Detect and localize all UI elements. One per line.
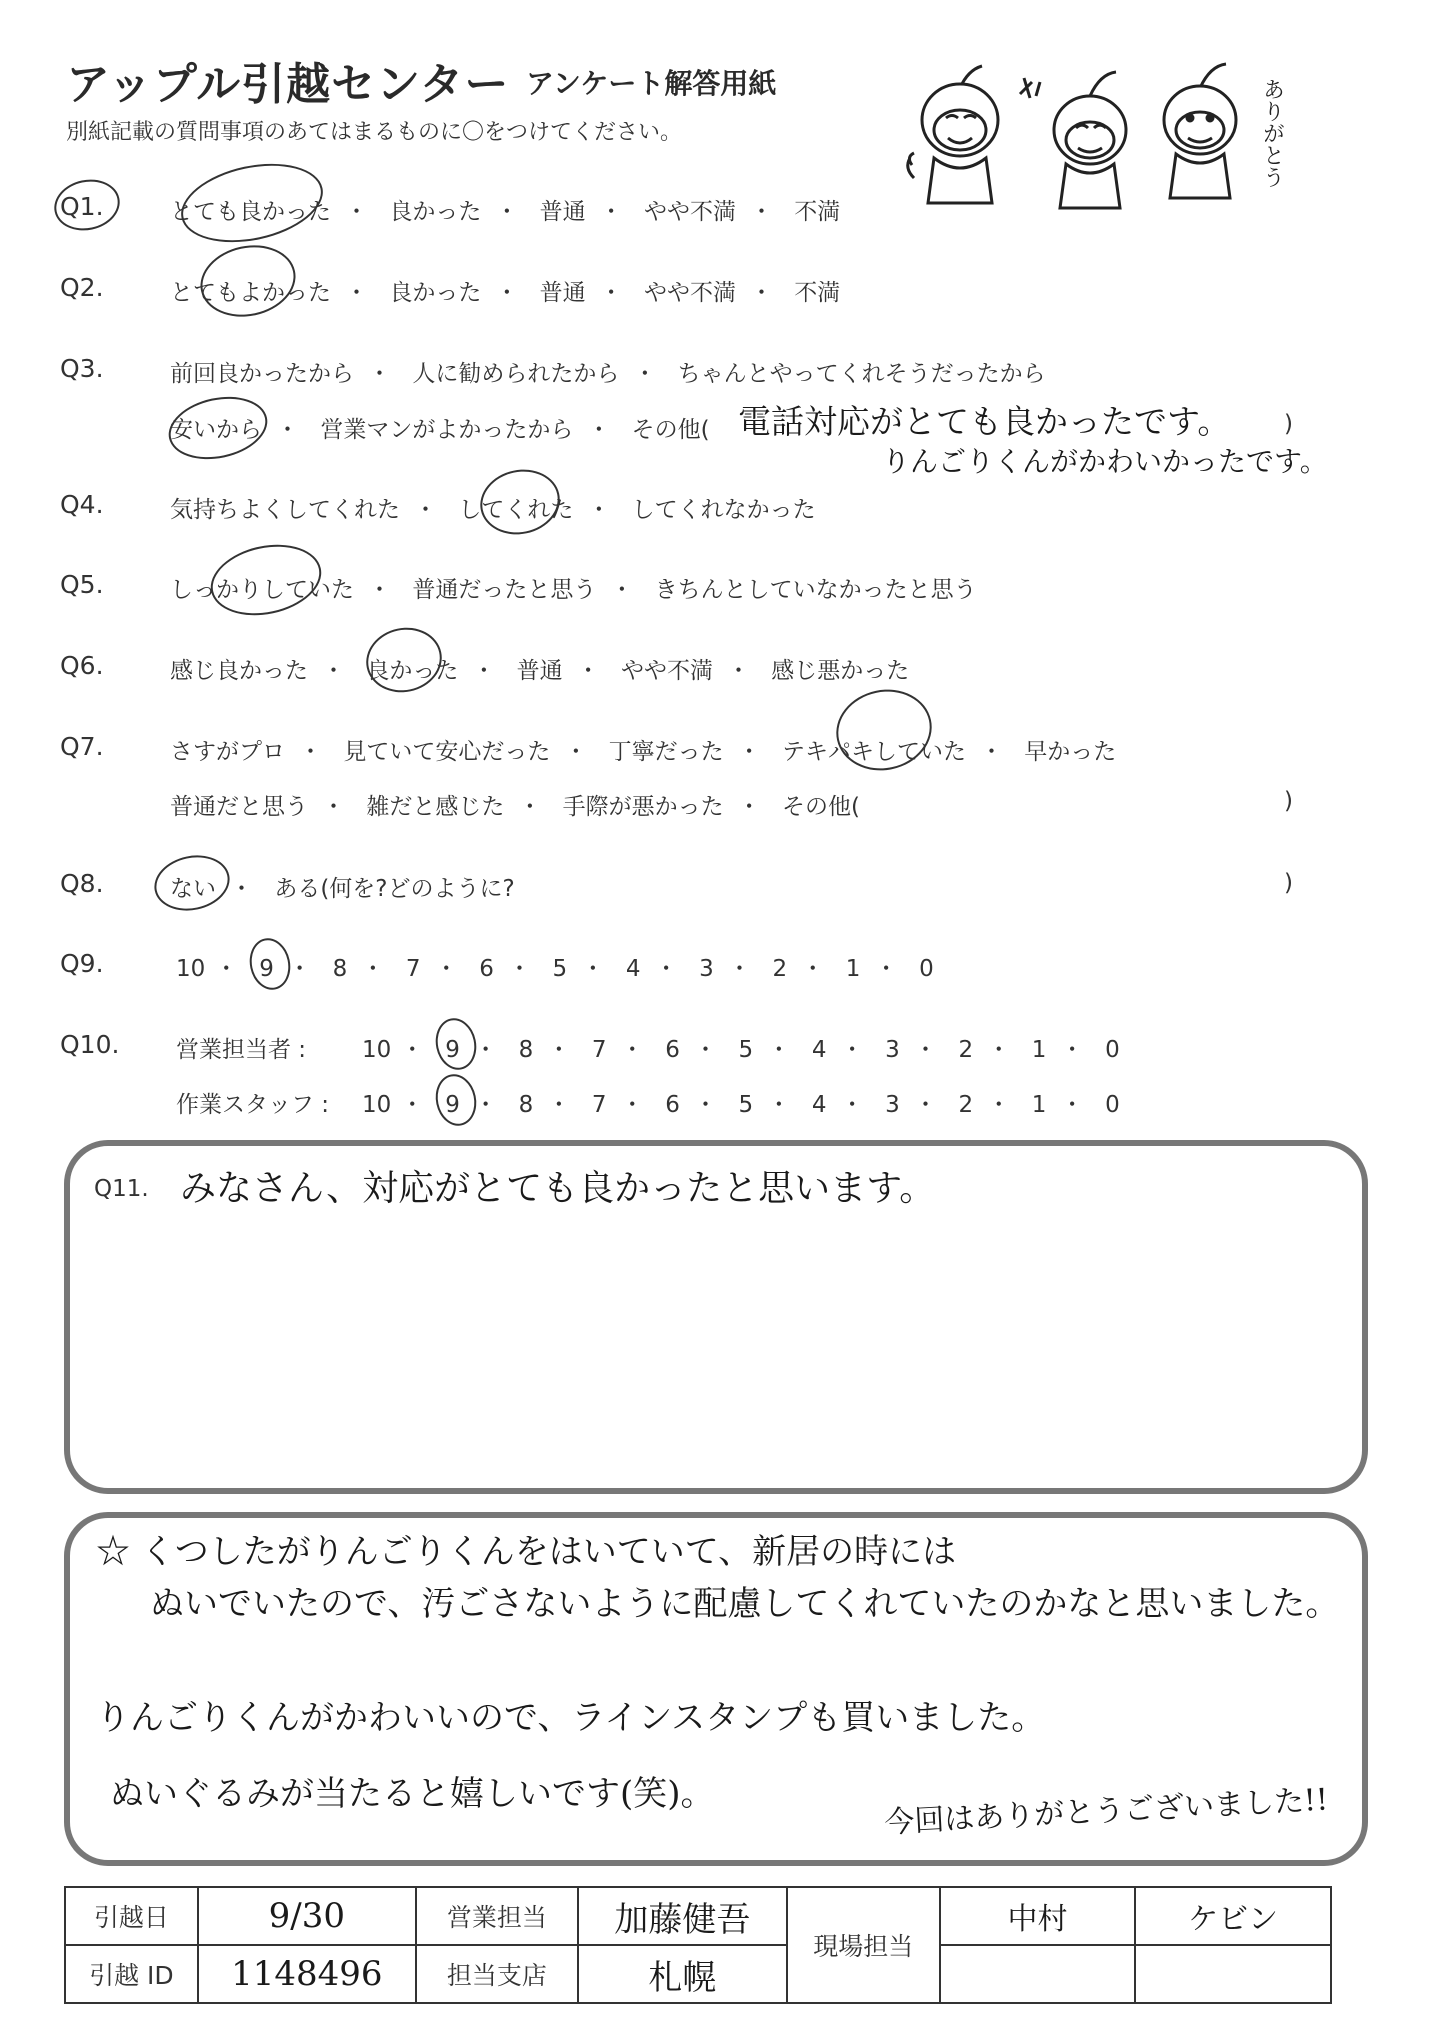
q6-options: 感じ良かった ・ 良かった ・ 普通 ・ やや不満 ・ 感じ悪かった <box>170 658 910 684</box>
q3-option-3[interactable]: ちゃんとやってくれそうだったから <box>677 361 1046 387</box>
q3-close-paren: ) <box>1284 411 1293 437</box>
q4-label: Q4. <box>60 490 104 519</box>
q5-option-1[interactable]: しっかりしていた <box>170 577 354 603</box>
instruction-text: 別紙記載の質問事項のあてはまるものに〇をつけてください。 <box>66 120 683 145</box>
q10-sales-score-7[interactable]: 7 <box>591 1037 607 1063</box>
q3-handwritten-answer-1: 電話対応がとても良かったです。 <box>738 402 1231 441</box>
move-info-table <box>64 1886 1332 2004</box>
q10-staff-score-2[interactable]: 2 <box>958 1092 974 1118</box>
q5-option-2[interactable]: 普通だったと思う <box>412 577 597 603</box>
branch-label: 担当支店 <box>416 1945 578 2003</box>
q2-options: とてもよかった ・ 良かった ・ 普通 ・ やや不満 ・ 不満 <box>170 280 841 306</box>
q1-option-1[interactable]: とても良かった <box>170 199 331 225</box>
form-subtitle: アンケート解答用紙 <box>526 67 777 100</box>
q7-option-6[interactable]: 普通だと思う <box>170 794 308 820</box>
q1-option-4[interactable]: やや不満 <box>643 199 736 225</box>
q10-staff-score-7[interactable]: 7 <box>591 1092 607 1118</box>
q1-answer-circle <box>174 152 330 254</box>
q5-label: Q5. <box>60 570 104 599</box>
q8-option-1[interactable]: ない <box>170 876 216 902</box>
q2-option-3[interactable]: 普通 <box>539 280 586 306</box>
q7-label: Q7. <box>60 732 104 761</box>
q9-score-10[interactable]: 10 <box>176 956 206 982</box>
comment-line-4: ぬいぐるみが当たると嬉しいです(笑)。 <box>110 1774 715 1814</box>
branch-value[interactable]: 札幌 <box>578 1945 787 2003</box>
q3-line2: 安いから ・ 営業マンがよかったから ・ その他( <box>170 417 710 443</box>
q10-staff-scale: 10 ・ 9 ・ 8 ・ 7 ・ 6 ・ 5 ・ 4 ・ 3 ・ 2 ・ 1 ・ 0 <box>362 1086 1124 1119</box>
q10-staff-score-8[interactable]: 8 <box>518 1092 534 1118</box>
site-staff-empty-cell-2[interactable] <box>1135 1945 1331 2003</box>
q6-option-3[interactable]: 普通 <box>516 658 563 684</box>
q9-score-1[interactable]: 1 <box>845 956 861 982</box>
site-staff-1-value[interactable]: 中村 <box>940 1887 1136 1945</box>
q7-close-paren: ) <box>1284 788 1293 814</box>
q3-label: Q3. <box>60 354 104 383</box>
q7-option-3[interactable]: 丁寧だった <box>608 739 724 765</box>
q10-staff-score-10[interactable]: 10 <box>362 1092 392 1118</box>
q7-option-8[interactable]: 手際が悪かった <box>562 794 724 820</box>
q4-option-3[interactable]: してくれなかった <box>631 497 816 523</box>
monkey-mascots-illustration <box>900 58 1300 228</box>
q1-option-2[interactable]: 良かった <box>389 199 482 225</box>
q4-answer-circle <box>474 462 566 541</box>
mascot-monkey-2 <box>1020 72 1126 208</box>
q10-sales-score-10[interactable]: 10 <box>362 1037 392 1063</box>
q8-answer-circle <box>149 849 235 918</box>
q2-option-2[interactable]: 良かった <box>389 280 482 306</box>
comment-line-3: りんごりくんがかわいいので、ラインスタンプも買いました。 <box>96 1698 1046 1738</box>
q10-staff-score-0[interactable]: 0 <box>1105 1092 1120 1118</box>
q2-answer-circle <box>194 237 302 325</box>
q9-score-9[interactable]: 9 <box>259 956 274 982</box>
move-date-label: 引越日 <box>65 1887 198 1945</box>
q6-label: Q6. <box>60 651 104 680</box>
q11-handwritten-answer: みなさん、対応がとても良かったと思います。 <box>180 1168 936 1209</box>
q10-staff-label: 作業スタッフ : <box>176 1092 330 1118</box>
q2-option-5[interactable]: 不満 <box>794 280 841 306</box>
q10-staff-answer-circle <box>431 1070 481 1129</box>
q7-other-label[interactable]: その他( <box>781 794 860 820</box>
q3-option-2[interactable]: 人に勧められたから <box>412 361 620 387</box>
q3-line1: 前回良かったから ・ 人に勧められたから ・ ちゃんとやってくれそうだったから <box>170 361 1046 387</box>
q4-option-1[interactable]: 気持ちよくしてくれた <box>170 497 400 523</box>
q10-sales-score-2[interactable]: 2 <box>958 1037 974 1063</box>
q10-label: Q10. <box>60 1030 120 1059</box>
move-date-value[interactable]: 9/30 <box>198 1887 416 1945</box>
q5-answer-circle <box>204 535 328 625</box>
q5-options: しっかりしていた ・ 普通だったと思う ・ きちんとしていなかったと思う <box>170 577 977 603</box>
q3-other-label[interactable]: その他( <box>631 417 710 443</box>
comment-line-5: 今回はありがとうございました!! <box>883 1782 1329 1841</box>
q9-label: Q9. <box>60 949 104 978</box>
q10-staff-score-4[interactable]: 4 <box>811 1092 827 1118</box>
q10-sales-score-8[interactable]: 8 <box>518 1037 534 1063</box>
q3-option-4[interactable]: 安いから <box>170 417 262 443</box>
q4-options: 気持ちよくしてくれた ・ してくれた ・ してくれなかった <box>170 497 816 523</box>
sales-label: 営業担当 <box>416 1887 578 1945</box>
comment-line-2: ぬいでいたので、汚ごさないように配慮してくれていたのかなと思いました。 <box>150 1584 1340 1624</box>
arigatou-text: ありがとう <box>1259 78 1285 188</box>
q7-line1: さすがプロ ・ 見ていて安心だった ・ 丁寧だった ・ テキパキしていた ・ 早かった <box>170 739 1117 765</box>
q9-score-6[interactable]: 6 <box>479 956 494 982</box>
site-staff-empty-cell-1[interactable] <box>940 1945 1136 2003</box>
q2-label: Q2. <box>60 273 104 302</box>
q10-sales-score-6[interactable]: 6 <box>665 1037 680 1063</box>
comment-line-1: ☆ くつしたがりんごりくんをはいていて、新居の時には <box>96 1532 957 1572</box>
q2-option-1[interactable]: とてもよかった <box>170 280 331 306</box>
q3-option-1[interactable]: 前回良かったから <box>170 361 354 387</box>
q1-options: とても良かった ・ 良かった ・ 普通 ・ やや不満 ・ 不満 <box>170 199 841 225</box>
q9-answer-circle <box>245 934 295 993</box>
q9-score-7[interactable]: 7 <box>405 956 421 982</box>
q10-sales-score-4[interactable]: 4 <box>811 1037 827 1063</box>
q9-score-2[interactable]: 2 <box>772 956 788 982</box>
q6-answer-circle <box>360 621 448 699</box>
sales-name-value[interactable]: 加藤健吾 <box>578 1887 787 1945</box>
q5-option-3[interactable]: きちんとしていなかったと思う <box>654 577 977 603</box>
q7-option-7[interactable]: 雑だと感じた <box>366 794 505 820</box>
q10-sales-score-3[interactable]: 3 <box>885 1037 900 1063</box>
q10-staff-score-1[interactable]: 1 <box>1031 1092 1047 1118</box>
mascot-monkey-3 <box>1164 64 1236 198</box>
q8-label: Q8. <box>60 869 104 898</box>
q7-option-4[interactable]: テキパキしていた <box>781 739 966 765</box>
q6-option-1[interactable]: 感じ良かった <box>170 658 308 684</box>
site-staff-label: 現場担当 <box>787 1887 940 2003</box>
q9-score-8[interactable]: 8 <box>332 956 348 982</box>
q7-line2: 普通だと思う ・ 雑だと感じた ・ 手際が悪かった ・ その他( <box>170 794 860 820</box>
q10-sales-answer-circle <box>431 1014 481 1073</box>
q9-score-3[interactable]: 3 <box>699 956 714 982</box>
q3-handwritten-answer-2: りんごりくんがかわいかったです。 <box>882 445 1328 478</box>
q10-sales-score-5[interactable]: 5 <box>738 1037 754 1063</box>
q11-label: Q11. <box>94 1176 149 1202</box>
q8-options: ない ・ ある(何を?どのように? <box>170 876 515 902</box>
q7-option-1[interactable]: さすがプロ <box>170 739 285 765</box>
q7-option-2[interactable]: 見ていて安心だった <box>343 739 551 765</box>
q8-close-paren: ) <box>1284 870 1293 896</box>
q9-score-4[interactable]: 4 <box>625 956 641 982</box>
q1-label-circle <box>50 174 125 237</box>
q6-option-4[interactable]: やや不満 <box>620 658 713 684</box>
q7-option-5[interactable]: 早かった <box>1024 739 1117 765</box>
q3-option-5[interactable]: 営業マンがよかったから <box>320 417 574 443</box>
q10-sales-label: 営業担当者 : <box>176 1037 307 1063</box>
q4-option-2[interactable]: してくれた <box>458 497 574 523</box>
q10-staff-score-3[interactable]: 3 <box>885 1092 900 1118</box>
q2-option-4[interactable]: やや不満 <box>643 280 736 306</box>
company-title: アップル引越センター <box>66 59 510 110</box>
q1-option-3[interactable]: 普通 <box>539 199 586 225</box>
move-id-label: 引越 ID <box>65 1945 198 2003</box>
q1-option-5[interactable]: 不満 <box>794 199 841 225</box>
q6-option-2[interactable]: 良かった <box>366 658 459 684</box>
q3-answer-circle <box>163 388 273 467</box>
q8-option-2[interactable]: ある(何を?どのように? <box>274 876 515 902</box>
q10-sales-score-9[interactable]: 9 <box>445 1037 460 1063</box>
q10-sales-score-0[interactable]: 0 <box>1105 1037 1120 1063</box>
move-id-value[interactable]: 1148496 <box>198 1945 416 2003</box>
q10-sales-score-1[interactable]: 1 <box>1031 1037 1047 1063</box>
q9-score-5[interactable]: 5 <box>552 956 568 982</box>
q10-staff-score-5[interactable]: 5 <box>738 1092 754 1118</box>
q10-staff-score-9[interactable]: 9 <box>445 1092 460 1118</box>
site-staff-2-value[interactable]: ケビン <box>1135 1887 1331 1945</box>
q9-score-0[interactable]: 0 <box>919 956 934 982</box>
mascot-monkey-1 <box>908 66 998 203</box>
q10-sales-scale: 10 ・ 9 ・ 8 ・ 7 ・ 6 ・ 5 ・ 4 ・ 3 ・ 2 ・ 1 ・ 0 <box>362 1031 1124 1064</box>
q10-staff-score-6[interactable]: 6 <box>665 1092 680 1118</box>
q6-option-5[interactable]: 感じ悪かった <box>771 658 910 684</box>
q9-scale: 10 ・ 9 ・ 8 ・ 7 ・ 6 ・ 5 ・ 4 ・ 3 ・ 2 ・ 1 ・ 0 <box>176 950 938 983</box>
q1-label: Q1. <box>60 192 104 221</box>
